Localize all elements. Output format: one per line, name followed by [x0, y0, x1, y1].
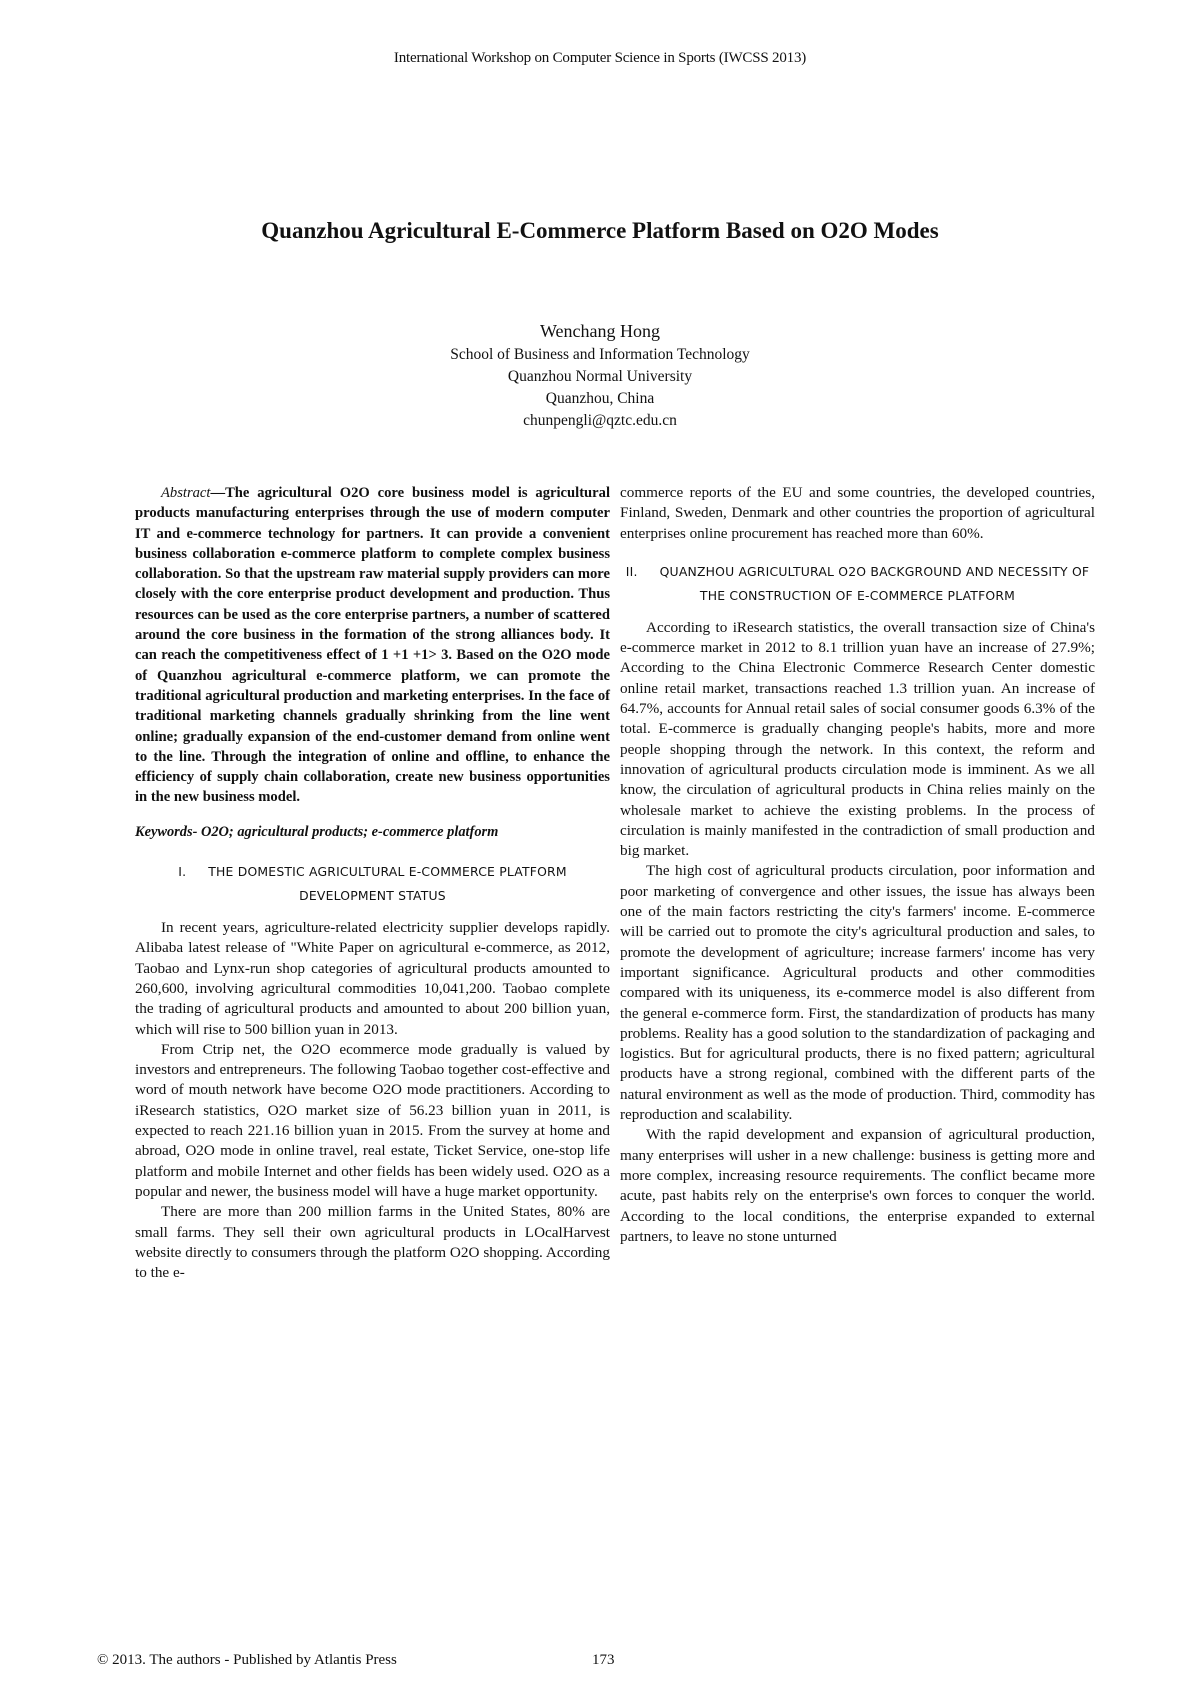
abstract-dash: — [210, 485, 226, 501]
abstract [135, 483, 610, 808]
section-title: QUANZHOU AGRICULTURAL O2O BACKGROUND AND NECESSITY OF THE CONSTRUCTION OF E-COMMERCE PLATFORM [659, 563, 1090, 603]
author-email: chunpengli@qztc.edu.cn [523, 412, 677, 429]
abstract-text: The agricultural O2O core business model is agricultural products manufacturing enterprises through the use of modern computer IT and e-commerce technology for partners. It can provide a convenient business collaboration e-commerce platform to complete complex business collaboration. So that the upstream raw material supply providers can more closely with the core enterprise product development and production. Thus resources can be used as the core enterprise partners, a number of scattered around the core business in the formation of the strong alliances body. It can reach the competitiveness effect of 1 +1 +1> 3. Based on the O2O mode of Quanzhou agricultural e-commerce platform, we can promote the traditional agricultural production and marketing enterprises. In the face of traditional marketing channels gradually shrinking from the line went online; gradually expansion of the end-customer demand from online went to the line. Through the integration of online and offline, to enhance the efficiency of supply chain collaboration, create new business opportunities in the new business model. [135, 485, 610, 806]
paragraph: With the rapid development and expansion of agricultural production, many enterprises will usher in a new challenge: business is getting more and more complex, increasing resource requirements. The conflict became more acute, past habits rely on the enterprise's own forces to conquer the world. According to the local conditions, the enterprise expanded to external partners, to leave no stone unturned [620, 1126, 1095, 1245]
paragraph: In recent years, agriculture-related electricity supplier develops rapidly. Alibaba latest release of "White Paper on agricultural e-commerce, as 2012, Taobao and Lynx-run shop categories of agricultural products amounted to 260,600, involving agricultural commodities 10,041,200. Taobao complete the trading of agricultural products and amounted to about 200 billion yuan, which will rise to 500 billion yuan in 2013. [135, 919, 610, 1038]
author-university: Quanzhou Normal University [507, 368, 693, 385]
page-number: 173 [592, 1652, 615, 1668]
section-heading-2 [620, 560, 1095, 608]
left-column [135, 483, 610, 1283]
paragraph: The high cost of agricultural products circulation, poor information and poor marketing of convergence and other issues, the issue has always been one of the main factors restricting the city's farmers' income. E-commerce will be carried out to promote the city's agricultural production and sales, to promote the development of agriculture; increase farmers' income has very important significance. Agricultural products and other commodities compared with its uniqueness, its e-commerce model is also different from the general e-commerce form. First, the standardization of products has many problems. Reality has a good solution to the standardization of packaging and logistics. But for agricultural products, there is no fixed pattern; agricultural products have a strong regional, combined with the different parts of the natural environment as well as the mode of production. Third, commodity has reproduction and scalability. [620, 862, 1095, 1124]
paragraph: According to iResearch statistics, the overall transaction size of China's e-commerce market in 2012 to 8.1 trillion yuan have an increase of 27.9%; According to the China Electronic Commerce Research Center domestic online retail market, transactions reached 1.3 trillion yuan. An increase of 64.7%, accounts for Annual retail sales of social consumer goods 6.3% of the total. E-commerce is gradually changing people's habits, more and more people shopping through the network. In this context, the reform and innovation of agricultural products circulation mode is imminent. As we all know, the circulation of agricultural products in China relies mainly on the wholesale market to achieve the existing problems. In the process of circulation is mainly manifested in the contradiction of small production and big market. [620, 618, 1095, 860]
section-number: I. [178, 864, 187, 880]
paragraph-continuation: commerce reports of the EU and some countries, the developed countries, Finland, Sweden, Denmark and other countries the proportion of agricultural enterprises online procurement has reached more than 60%. [620, 484, 1095, 542]
running-header: International Workshop on Computer Science in Sports (IWCSS 2013) [393, 50, 807, 66]
page-footer [97, 1652, 1107, 1669]
section-number: II. [625, 563, 638, 579]
paragraph: From Ctrip net, the O2O ecommerce mode gradually is valued by investors and entrepreneurs. The following Taobao together cost-effective and word of mouth network have become O2O mode practitioners. According to iResearch statistics, O2O market size of 56.23 billion yuan in 2011, is expected to reach 221.16 billion yuan in 2015. From the survey at home and abroad, O2O mode in online travel, real estate, Ticket Service, one-stop life platform and mobile Internet and other fields has been widely used. O2O as a popular and newer, the business model will have a huge market opportunity. [135, 1040, 610, 1200]
keywords: Keywords- O2O; agricultural products; e-commerce platform [135, 823, 499, 840]
author-name: Wenchang Hong [539, 321, 660, 341]
author-location: Quanzhou, China [545, 390, 655, 407]
paragraph: There are more than 200 million farms in the United States, 80% are small farms. They sell their own agricultural products in LOcalHarvest website directly to consumers through the platform O2O shopping. According to the e- [135, 1203, 610, 1282]
section-heading-1 [135, 860, 610, 908]
paper-title: Quanzhou Agricultural E-Commerce Platform Based on O2O Modes [261, 218, 939, 243]
copyright-notice: © 2013. The authors - Published by Atlantis Press [97, 1652, 397, 1668]
author-block [0, 318, 1200, 432]
author-affiliation: School of Business and Information Technology [450, 346, 750, 363]
right-column [620, 483, 1095, 1247]
abstract-label: Abstract [161, 485, 211, 501]
section-title: THE DOMESTIC AGRICULTURAL E-COMMERCE PLATFORM DEVELOPMENT STATUS [208, 864, 567, 904]
